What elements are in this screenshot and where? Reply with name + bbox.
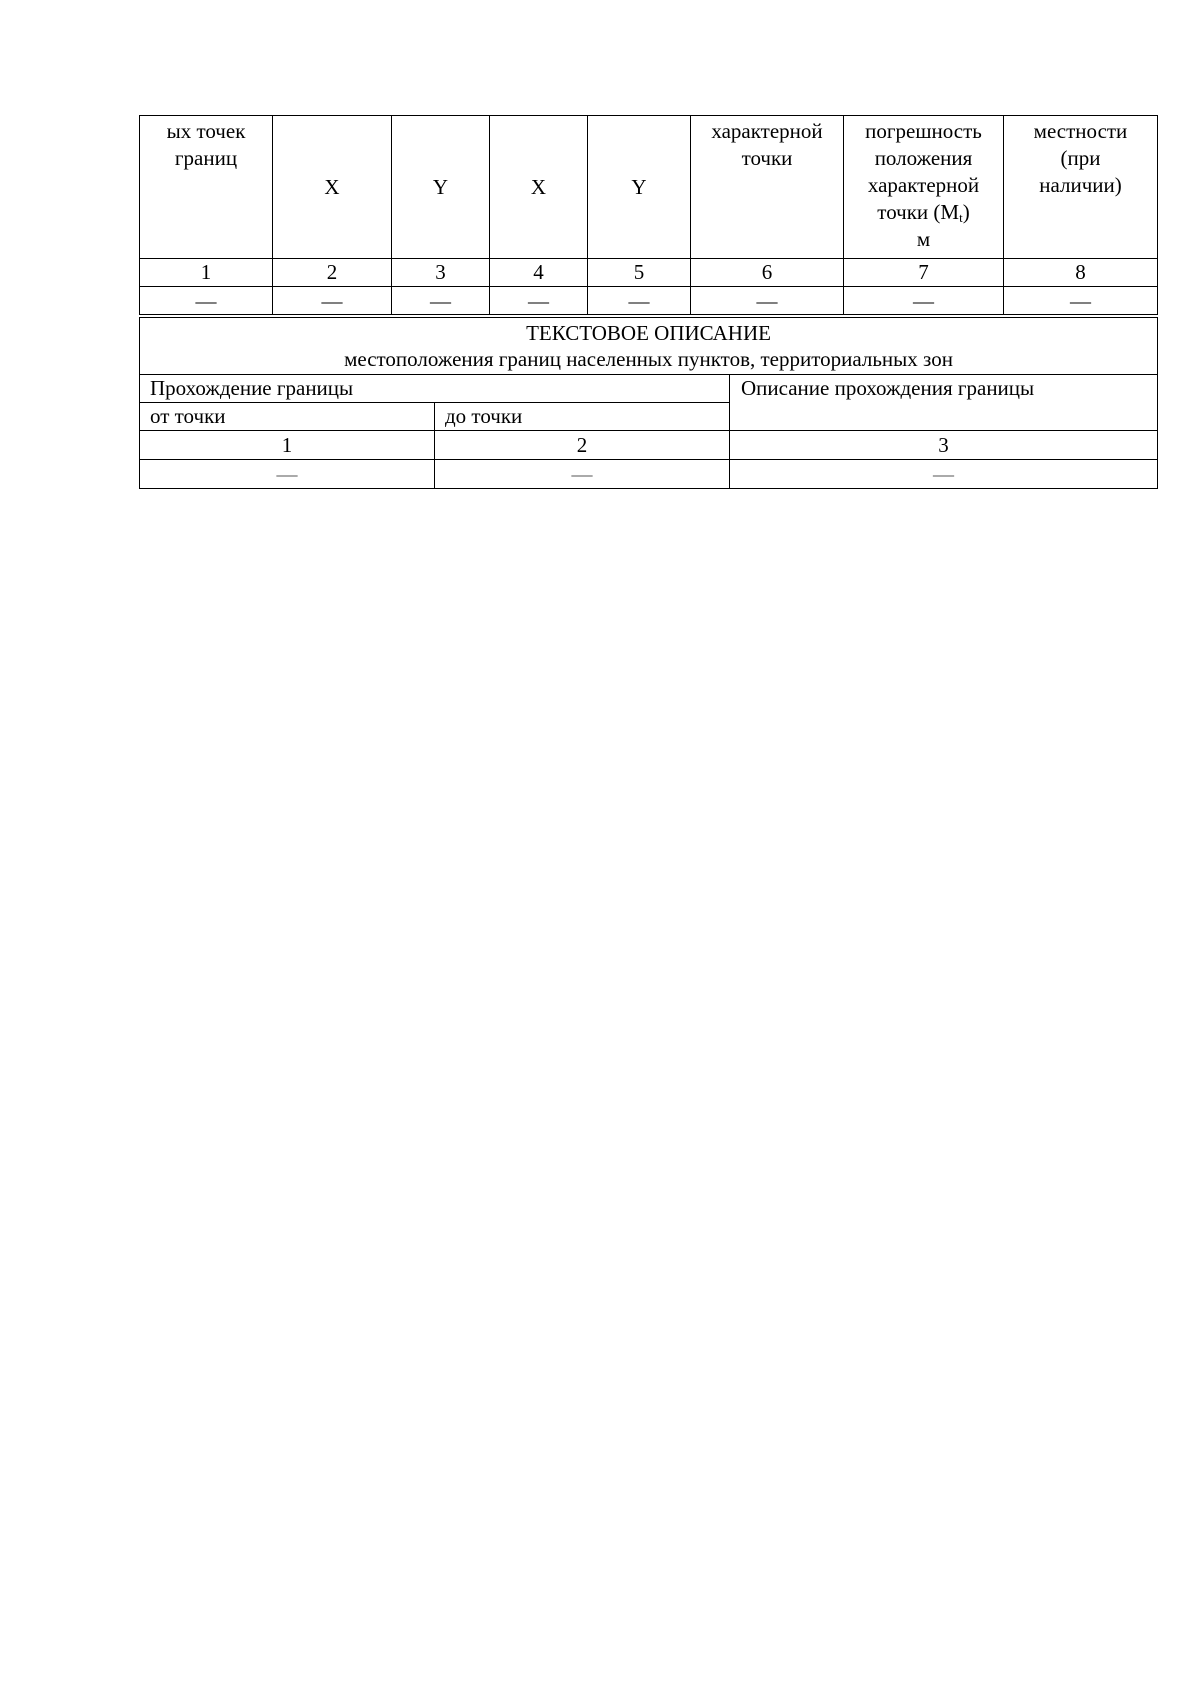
passage-label: Прохождение границы [140, 375, 730, 403]
description-empty-row [140, 460, 1158, 489]
column-number: 1 [140, 259, 273, 287]
column-number: 1 [140, 431, 435, 460]
column-number: 2 [435, 431, 730, 460]
coordinates-number-row [140, 259, 1158, 287]
header-text: погрешность [865, 119, 982, 143]
header-text: X [324, 174, 340, 199]
column-number: 5 [588, 259, 691, 287]
header-text: характерной [867, 173, 980, 197]
header-text: м [916, 227, 931, 251]
description-title-cell [140, 318, 1158, 375]
column-number: 4 [490, 259, 588, 287]
from-point-label: от точки [140, 403, 435, 431]
column-number: 6 [691, 259, 844, 287]
header-text-mt [844, 199, 1003, 226]
header-cell-method [691, 116, 844, 259]
passage-header-row [140, 375, 1158, 403]
header-text: ) [962, 200, 970, 224]
header-text: границ [174, 146, 238, 170]
header-cell-terrain [1004, 116, 1158, 259]
empty-cell: — [273, 287, 392, 315]
description-number-row [140, 431, 1158, 460]
empty-cell: — [490, 287, 588, 315]
header-cell-accuracy [844, 116, 1004, 259]
column-number: 3 [730, 431, 1158, 460]
description-label: Описание прохождения границы [730, 375, 1158, 431]
empty-cell: — [588, 287, 691, 315]
description-title: ТЕКСТОВОЕ ОПИСАНИЕ [526, 321, 771, 345]
description-table [139, 317, 1158, 489]
column-number: 8 [1004, 259, 1158, 287]
header-text: наличии) [1039, 173, 1122, 197]
column-number: 2 [273, 259, 392, 287]
mt-subscript: t [959, 210, 963, 225]
header-text: Y [432, 174, 449, 199]
empty-cell: — [140, 287, 273, 315]
header-cell-y-existing [392, 116, 490, 259]
empty-cell: — [392, 287, 490, 315]
empty-cell: — [140, 460, 435, 489]
header-text: (при [1060, 146, 1101, 170]
header-text: точки [741, 146, 793, 170]
coordinates-header-row [140, 116, 1158, 259]
coordinates-empty-row [140, 287, 1158, 315]
header-text: Y [631, 174, 647, 199]
header-text: положения [874, 146, 973, 170]
description-title-row [140, 318, 1158, 375]
empty-cell: — [691, 287, 844, 315]
header-text: X [530, 174, 547, 199]
header-text: характерной [711, 119, 823, 143]
header-cell-x-existing [273, 116, 392, 259]
header-text: местности [1033, 119, 1128, 143]
header-cell-x-new [490, 116, 588, 259]
column-number: 7 [844, 259, 1004, 287]
header-cell-points [140, 116, 273, 259]
to-point-label: до точки [435, 403, 730, 431]
header-text: точки (M [877, 200, 960, 224]
column-number: 3 [392, 259, 490, 287]
empty-cell: — [730, 460, 1158, 489]
description-subtitle: местоположения границ населенных пунктов, территориальных зон [344, 347, 953, 371]
header-cell-y-new [588, 116, 691, 259]
empty-cell: — [1004, 287, 1158, 315]
empty-cell: — [435, 460, 730, 489]
empty-cell: — [844, 287, 1004, 315]
coordinates-table [139, 115, 1158, 315]
header-text: ых точек [166, 119, 246, 143]
